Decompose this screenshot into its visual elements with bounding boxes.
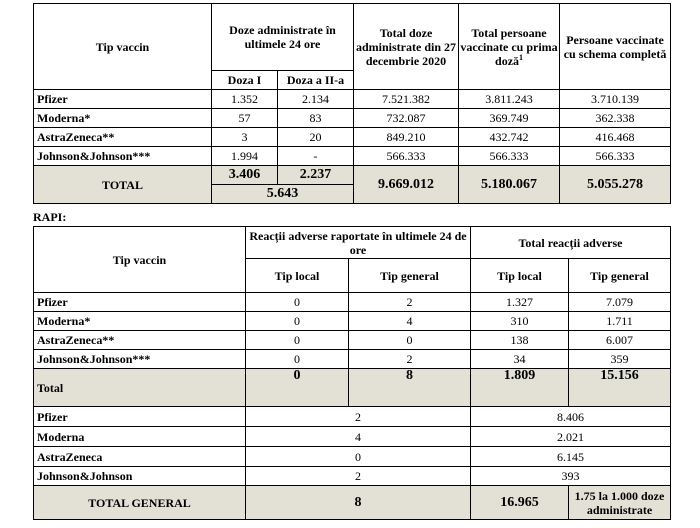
header-doze-24h: Doze administrate în ultimele 24 ore bbox=[212, 4, 354, 71]
header-total-reactii: Total reacții adverse bbox=[471, 227, 671, 259]
total-doza1: 3.406 bbox=[212, 166, 278, 185]
grand-total-24h: 8 bbox=[246, 486, 471, 520]
general-24h-value: 0 bbox=[349, 331, 471, 350]
local-24h-value: 0 bbox=[246, 293, 349, 312]
total-doze-sum: 9.669.012 bbox=[354, 166, 459, 204]
total-row bbox=[34, 369, 671, 407]
header-doza-2: Doza a II-a bbox=[278, 71, 354, 90]
summary-24h-value: 2 bbox=[246, 467, 471, 486]
footnote-marker: 1 bbox=[519, 52, 524, 62]
total-doze-value: 7.521.382 bbox=[354, 90, 459, 109]
general-total-value: 1.711 bbox=[569, 312, 671, 331]
total-general-24h: 8 bbox=[349, 369, 471, 407]
header-prima-doza-text: Total persoane vaccinate cu prima doză bbox=[460, 25, 558, 68]
grand-total-rate: 1.75 la 1.000 doze administrate bbox=[569, 486, 671, 520]
summary-total-value: 2.021 bbox=[471, 427, 671, 447]
summary-24h-value: 4 bbox=[246, 427, 471, 447]
total-local-24h: 0 bbox=[246, 369, 349, 407]
header-prima-doza bbox=[459, 4, 560, 90]
total-doza2: 2.237 bbox=[278, 166, 354, 185]
doza1-value: 1.352 bbox=[212, 90, 278, 109]
header-total-doze: Total doze administrate din 27 decembrie 2020 bbox=[354, 4, 459, 90]
general-total-value: 7.079 bbox=[569, 293, 671, 312]
total-row bbox=[34, 166, 671, 185]
summary-row bbox=[34, 407, 671, 427]
prima-doza-value: 369.749 bbox=[459, 109, 560, 128]
summary-total-value: 6.145 bbox=[471, 447, 671, 467]
summary-row bbox=[34, 447, 671, 467]
schema-value: 566.333 bbox=[560, 147, 671, 166]
table-row bbox=[34, 128, 671, 147]
general-24h-value: 2 bbox=[349, 350, 471, 369]
header-schema-completa: Persoane vaccinate cu schema completă bbox=[560, 4, 671, 90]
general-24h-value: 4 bbox=[349, 312, 471, 331]
local-total-value: 34 bbox=[471, 350, 569, 369]
header-doza-1: Doza I bbox=[212, 71, 278, 90]
total-schema: 5.055.278 bbox=[560, 166, 671, 204]
total-doze-value: 566.333 bbox=[354, 147, 459, 166]
doza1-value: 1.994 bbox=[212, 147, 278, 166]
vaccine-name: Pfizer bbox=[34, 293, 246, 312]
header-tip-local-total: Tip local bbox=[471, 259, 569, 293]
vaccine-name: Moderna bbox=[34, 427, 246, 447]
grand-total-value: 16.965 bbox=[471, 486, 569, 520]
doza2-value: 20 bbox=[278, 128, 354, 147]
summary-24h-value: 0 bbox=[246, 447, 471, 467]
vaccine-name: Pfizer bbox=[34, 407, 246, 427]
vaccine-name: Johnson&Johnson*** bbox=[34, 350, 246, 369]
total-24h-sum: 5.643 bbox=[212, 185, 354, 204]
vaccine-name: Johnson&Johnson bbox=[34, 467, 246, 486]
schema-value: 416.468 bbox=[560, 128, 671, 147]
vaccine-name: AstraZeneca** bbox=[34, 128, 212, 147]
header-reactii-24h: Reacții adverse raportate în ultimele 24 de ore bbox=[246, 227, 471, 259]
table-row bbox=[34, 312, 671, 331]
local-total-value: 310 bbox=[471, 312, 569, 331]
total-prima-doza: 5.180.067 bbox=[459, 166, 560, 204]
local-total-value: 1.327 bbox=[471, 293, 569, 312]
vaccine-name: AstraZeneca bbox=[34, 447, 246, 467]
schema-value: 3.710.139 bbox=[560, 90, 671, 109]
header-tip-vaccin: Tip vaccin bbox=[34, 227, 246, 293]
table-row bbox=[34, 331, 671, 350]
rapi-label: RAPI: bbox=[33, 210, 67, 224]
doza1-value: 3 bbox=[212, 128, 278, 147]
total-doze-value: 732.087 bbox=[354, 109, 459, 128]
vaccine-name: Moderna* bbox=[34, 312, 246, 331]
prima-doza-value: 566.333 bbox=[459, 147, 560, 166]
table-row bbox=[34, 147, 671, 166]
total-general-total: 15.156 bbox=[569, 369, 671, 407]
header-tip-local-24h: Tip local bbox=[246, 259, 349, 293]
doza2-value: 2.134 bbox=[278, 90, 354, 109]
grand-total-label: TOTAL GENERAL bbox=[34, 486, 246, 520]
grand-total-row bbox=[34, 486, 671, 520]
local-24h-value: 0 bbox=[246, 350, 349, 369]
adverse-reactions-table bbox=[33, 226, 671, 520]
header-tip-vaccin: Tip vaccin bbox=[34, 4, 212, 90]
summary-24h-value: 2 bbox=[246, 407, 471, 427]
table-row bbox=[34, 350, 671, 369]
table-row bbox=[34, 109, 671, 128]
vaccine-name: Pfizer bbox=[34, 90, 212, 109]
total-label: TOTAL bbox=[34, 166, 212, 204]
schema-value: 362.338 bbox=[560, 109, 671, 128]
general-total-value: 359 bbox=[569, 350, 671, 369]
total-doze-value: 849.210 bbox=[354, 128, 459, 147]
summary-row bbox=[34, 467, 671, 486]
general-24h-value: 2 bbox=[349, 293, 471, 312]
header-tip-general-24h: Tip general bbox=[349, 259, 471, 293]
header-tip-general-total: Tip general bbox=[569, 259, 671, 293]
vaccination-table bbox=[33, 3, 671, 204]
table-row bbox=[34, 90, 671, 109]
total-local-total: 1.809 bbox=[471, 369, 569, 407]
local-24h-value: 0 bbox=[246, 312, 349, 331]
prima-doza-value: 3.811.243 bbox=[459, 90, 560, 109]
total-label: Total bbox=[34, 369, 246, 407]
summary-total-value: 393 bbox=[471, 467, 671, 486]
doza1-value: 57 bbox=[212, 109, 278, 128]
summary-total-value: 8.406 bbox=[471, 407, 671, 427]
general-total-value: 6.007 bbox=[569, 331, 671, 350]
doza2-value: 83 bbox=[278, 109, 354, 128]
local-total-value: 138 bbox=[471, 331, 569, 350]
table-row bbox=[34, 293, 671, 312]
vaccine-name: Moderna* bbox=[34, 109, 212, 128]
local-24h-value: 0 bbox=[246, 331, 349, 350]
doza2-value: - bbox=[278, 147, 354, 166]
summary-row bbox=[34, 427, 671, 447]
vaccine-name: Johnson&Johnson*** bbox=[34, 147, 212, 166]
vaccine-name: AstraZeneca** bbox=[34, 331, 246, 350]
prima-doza-value: 432.742 bbox=[459, 128, 560, 147]
